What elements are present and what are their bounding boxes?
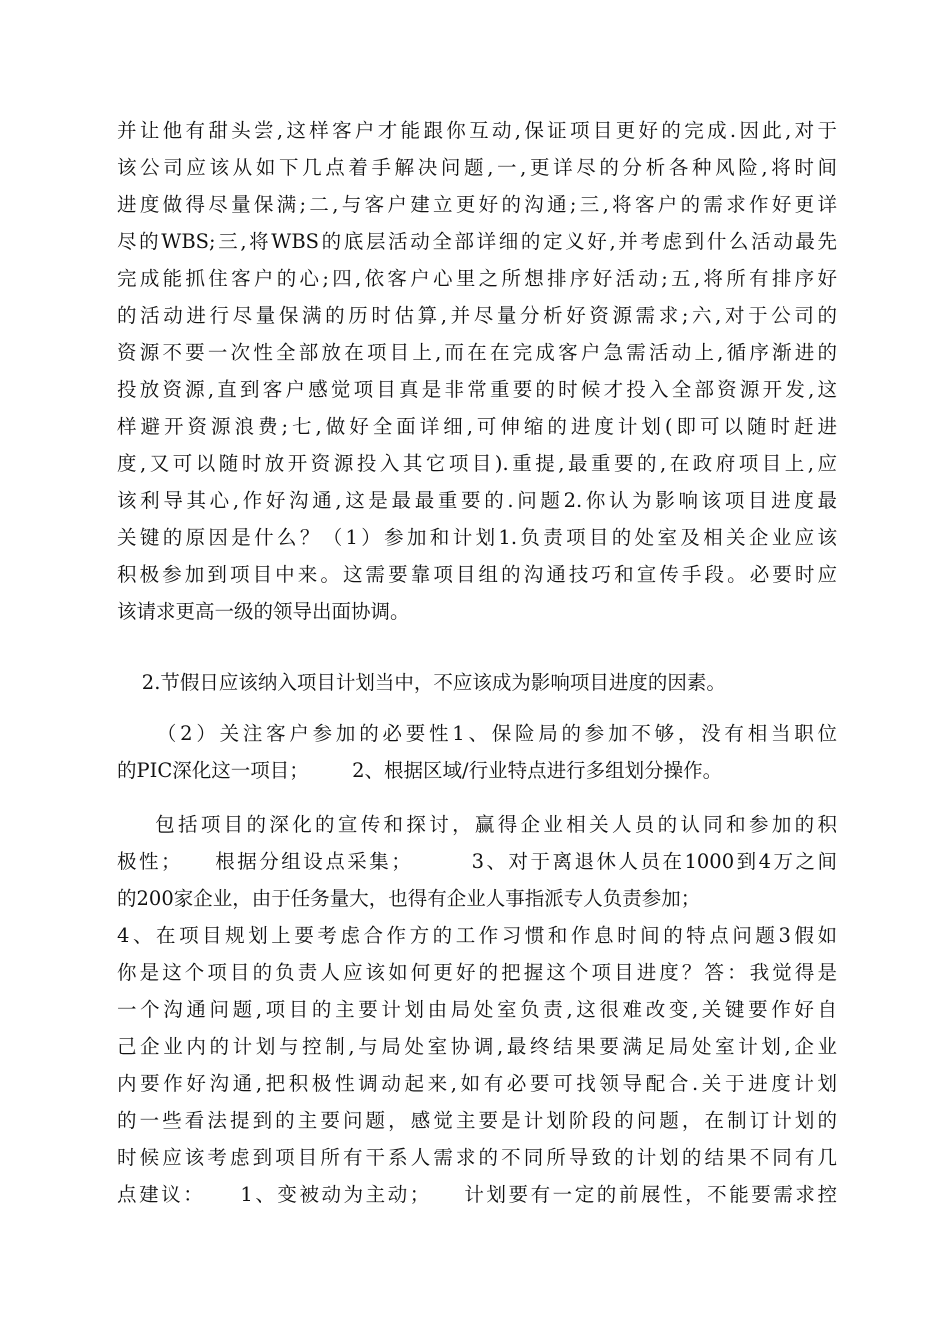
text-line: 你是这个项目的负责人应该如何更好的把握这个项目进度？答：我觉得是 [117,961,837,984]
text-line: 完成能抓住客户的心;四,依客户心里之所想排序好活动;五,将所有排序好 [117,267,837,290]
text-line: 的一些看法提到的主要问题，感觉主要是计划阶段的问题，在制订计划的 [117,1109,837,1132]
text-line: 尽的WBS;三,将WBS的底层活动全部详细的定义好,并考虑到什么活动最先 [117,230,837,253]
paragraph-3 [117,715,837,789]
text-line: 时候应该考虑到项目所有干系人需求的不同所导致的计划的结果不同有几 [117,1146,837,1169]
text-line: 度,又可以随时放开资源投入其它项目).重提,最重要的,在政府项目上,应 [117,452,837,475]
text-line: 积极参加到项目中来。这需要靠项目组的沟通技巧和宣传手段。必要时应 [117,563,837,586]
text-line: 极性； 根据分组设点采集； 3、对于离退休人员在1000到4万之间 [117,850,837,873]
text-line: 内要作好沟通,把积极性调动起来,如有必要可找领导配合.关于进度计划 [117,1072,837,1095]
paragraph-1 [117,112,837,630]
text-line: 点建议： 1、变被动为主动； 计划要有一定的前展性，不能要需求控 [117,1183,837,1206]
text-line: 进度做得尽量保满;二,与客户建立更好的沟通;三,将客户的需求作好更详 [117,193,837,216]
text-line: 一个沟通问题,项目的主要计划由局处室负责,这很难改变,关键要作好自 [117,998,837,1021]
text-line: 的活动进行尽量保满的历时估算,并尽量分析好资源需求;六,对于公司的 [117,304,837,327]
text-line: 投放资源,直到客户感觉项目真是非常重要的时候才投入全部资源开发,这 [117,378,837,401]
text-line: （2）关注客户参加的必要性1、保险局的参加不够，没有相当职位 [117,722,837,745]
text-line: 包括项目的深化的宣传和探讨，赢得企业相关人员的认同和参加的积 [117,813,837,836]
text-line: 该利导其心,作好沟通,这是最最重要的.问题2.你认为影响该项目进度最 [117,489,837,512]
text-line: 的PIC深化这一项目； 2、根据区域/行业特点进行多组划分操作。 [117,759,723,782]
text-line: 并让他有甜头尝,这样客户才能跟你互动,保证项目更好的完成.因此,对于 [117,119,837,142]
text-line: 资源不要一次性全部放在项目上,而在在完成客户急需活动上,循序渐进的 [117,341,837,364]
text-line: 该公司应该从如下几点着手解决问题,一,更详尽的分析各种风险,将时间 [117,156,837,179]
text-line: 己企业内的计划与控制,与局处室协调,最终结果要满足局处室计划,企业 [117,1035,837,1058]
text-line: 样避开资源浪费;七,做好全面详细,可伸缩的进度计划(即可以随时赶进 [117,415,837,438]
text-line: 关键的原因是什么？（1）参加和计划1.负责项目的处室及相关企业应该 [117,526,837,549]
text-line: 4、在项目规划上要考虑合作方的工作习惯和作息时间的特点问题3假如 [117,924,837,947]
text-line: 的200家企业，由于任务量大，也得有企业人事指派专人负责参加； [117,887,701,910]
paragraph-4 [117,806,837,1213]
text-line: 2.节假日应该纳入项目计划当中，不应该成为影响项目进度的因素。 [117,671,726,694]
paragraph-2 [117,664,837,701]
text-line: 该请求更高一级的领导出面协调。 [117,600,410,623]
